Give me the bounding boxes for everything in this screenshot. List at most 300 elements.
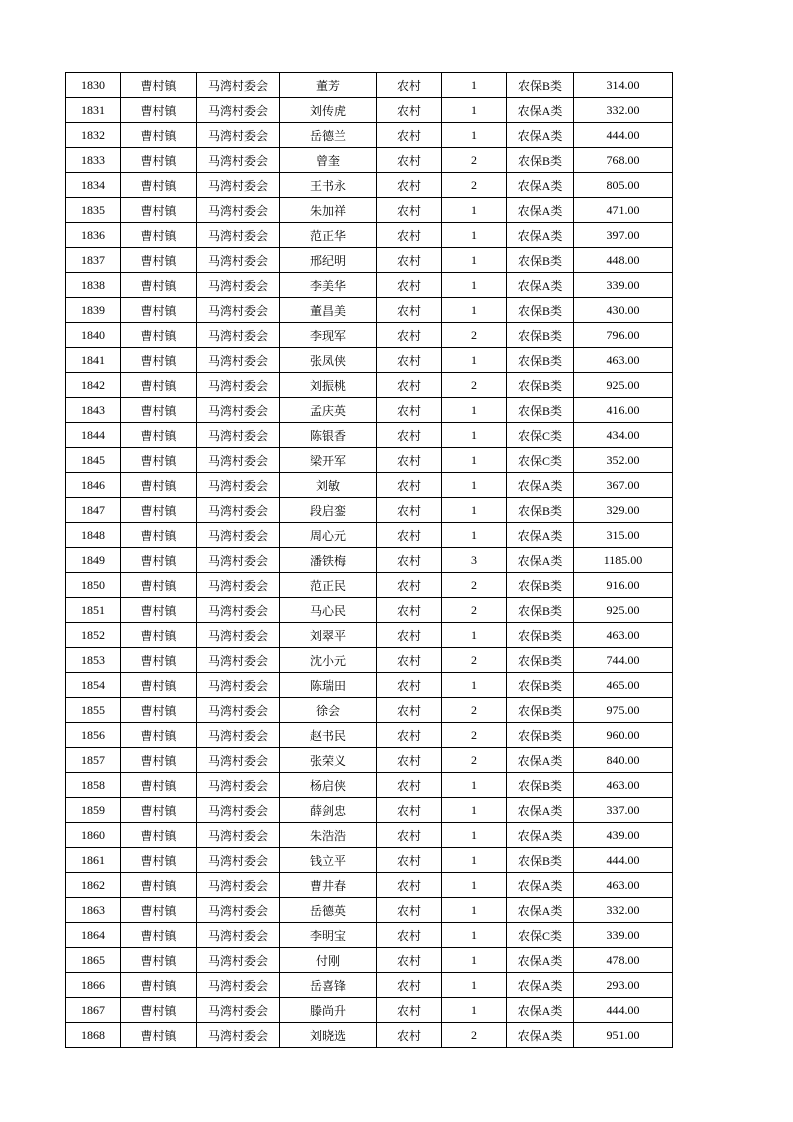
- roster-table: [65, 72, 673, 1048]
- cell-category: 农保A类: [507, 748, 574, 773]
- cell-town: 曹村镇: [121, 248, 197, 273]
- table-row: [66, 473, 673, 498]
- cell-amount: 416.00: [574, 398, 673, 423]
- cell-town: 曹村镇: [121, 898, 197, 923]
- table-row: [66, 648, 673, 673]
- cell-amount: 805.00: [574, 173, 673, 198]
- cell-name: 付刚: [280, 948, 377, 973]
- cell-category: 农保B类: [507, 148, 574, 173]
- cell-type: 农村: [377, 373, 442, 398]
- cell-category: 农保B类: [507, 398, 574, 423]
- cell-amount: 925.00: [574, 373, 673, 398]
- cell-count: 1: [442, 473, 507, 498]
- cell-category: 农保A类: [507, 798, 574, 823]
- cell-name: 张凤侠: [280, 348, 377, 373]
- cell-category: 农保B类: [507, 673, 574, 698]
- cell-type: 农村: [377, 948, 442, 973]
- cell-seq: 1848: [66, 523, 121, 548]
- cell-town: 曹村镇: [121, 473, 197, 498]
- cell-name: 刘振桃: [280, 373, 377, 398]
- table-row: [66, 98, 673, 123]
- cell-village: 马湾村委会: [197, 823, 280, 848]
- cell-name: 段启銮: [280, 498, 377, 523]
- cell-amount: 463.00: [574, 623, 673, 648]
- cell-amount: 840.00: [574, 748, 673, 773]
- cell-amount: 332.00: [574, 898, 673, 923]
- cell-count: 1: [442, 673, 507, 698]
- cell-seq: 1868: [66, 1023, 121, 1048]
- cell-village: 马湾村委会: [197, 298, 280, 323]
- cell-town: 曹村镇: [121, 123, 197, 148]
- cell-town: 曹村镇: [121, 498, 197, 523]
- cell-village: 马湾村委会: [197, 273, 280, 298]
- cell-count: 1: [442, 798, 507, 823]
- cell-amount: 744.00: [574, 648, 673, 673]
- cell-village: 马湾村委会: [197, 623, 280, 648]
- cell-count: 2: [442, 323, 507, 348]
- cell-category: 农保B类: [507, 723, 574, 748]
- cell-count: 1: [442, 623, 507, 648]
- cell-name: 滕尚升: [280, 998, 377, 1023]
- cell-seq: 1840: [66, 323, 121, 348]
- cell-name: 岳喜锋: [280, 973, 377, 998]
- cell-village: 马湾村委会: [197, 748, 280, 773]
- cell-village: 马湾村委会: [197, 448, 280, 473]
- cell-category: 农保A类: [507, 948, 574, 973]
- cell-category: 农保B类: [507, 248, 574, 273]
- cell-amount: 463.00: [574, 348, 673, 373]
- cell-amount: 975.00: [574, 698, 673, 723]
- cell-count: 2: [442, 373, 507, 398]
- cell-amount: 293.00: [574, 973, 673, 998]
- cell-village: 马湾村委会: [197, 348, 280, 373]
- cell-village: 马湾村委会: [197, 698, 280, 723]
- cell-type: 农村: [377, 698, 442, 723]
- cell-name: 周心元: [280, 523, 377, 548]
- cell-type: 农村: [377, 398, 442, 423]
- cell-amount: 444.00: [574, 998, 673, 1023]
- cell-count: 1: [442, 523, 507, 548]
- cell-category: 农保A类: [507, 123, 574, 148]
- table-row: [66, 923, 673, 948]
- cell-type: 农村: [377, 498, 442, 523]
- cell-type: 农村: [377, 473, 442, 498]
- cell-category: 农保A类: [507, 273, 574, 298]
- cell-village: 马湾村委会: [197, 248, 280, 273]
- cell-name: 范正民: [280, 573, 377, 598]
- cell-amount: 463.00: [574, 873, 673, 898]
- cell-village: 马湾村委会: [197, 798, 280, 823]
- cell-category: 农保A类: [507, 98, 574, 123]
- cell-village: 马湾村委会: [197, 598, 280, 623]
- cell-town: 曹村镇: [121, 573, 197, 598]
- table-row: [66, 148, 673, 173]
- cell-seq: 1849: [66, 548, 121, 573]
- cell-seq: 1836: [66, 223, 121, 248]
- cell-type: 农村: [377, 748, 442, 773]
- cell-town: 曹村镇: [121, 698, 197, 723]
- table-row: [66, 123, 673, 148]
- cell-village: 马湾村委会: [197, 423, 280, 448]
- cell-village: 马湾村委会: [197, 973, 280, 998]
- table-row: [66, 898, 673, 923]
- cell-type: 农村: [377, 523, 442, 548]
- cell-type: 农村: [377, 898, 442, 923]
- cell-category: 农保C类: [507, 448, 574, 473]
- cell-name: 赵书民: [280, 723, 377, 748]
- table-row: [66, 823, 673, 848]
- cell-town: 曹村镇: [121, 723, 197, 748]
- cell-seq: 1830: [66, 73, 121, 98]
- cell-town: 曹村镇: [121, 223, 197, 248]
- cell-count: 2: [442, 173, 507, 198]
- cell-seq: 1855: [66, 698, 121, 723]
- table-row: [66, 423, 673, 448]
- cell-type: 农村: [377, 98, 442, 123]
- cell-amount: 768.00: [574, 148, 673, 173]
- cell-town: 曹村镇: [121, 798, 197, 823]
- cell-name: 岳德英: [280, 898, 377, 923]
- cell-category: 农保C类: [507, 423, 574, 448]
- cell-count: 2: [442, 748, 507, 773]
- cell-seq: 1862: [66, 873, 121, 898]
- cell-town: 曹村镇: [121, 523, 197, 548]
- cell-amount: 430.00: [574, 298, 673, 323]
- cell-seq: 1866: [66, 973, 121, 998]
- cell-village: 马湾村委会: [197, 323, 280, 348]
- cell-seq: 1857: [66, 748, 121, 773]
- cell-amount: 471.00: [574, 198, 673, 223]
- cell-town: 曹村镇: [121, 923, 197, 948]
- cell-count: 1: [442, 773, 507, 798]
- cell-amount: 315.00: [574, 523, 673, 548]
- cell-type: 农村: [377, 723, 442, 748]
- cell-village: 马湾村委会: [197, 1023, 280, 1048]
- cell-count: 1: [442, 423, 507, 448]
- cell-town: 曹村镇: [121, 98, 197, 123]
- cell-type: 农村: [377, 423, 442, 448]
- cell-seq: 1844: [66, 423, 121, 448]
- cell-amount: 951.00: [574, 1023, 673, 1048]
- table-row: [66, 248, 673, 273]
- cell-village: 马湾村委会: [197, 773, 280, 798]
- cell-town: 曹村镇: [121, 348, 197, 373]
- cell-count: 2: [442, 1023, 507, 1048]
- cell-name: 朱加祥: [280, 198, 377, 223]
- cell-count: 2: [442, 148, 507, 173]
- cell-category: 农保B类: [507, 73, 574, 98]
- cell-name: 徐会: [280, 698, 377, 723]
- cell-count: 1: [442, 973, 507, 998]
- cell-type: 农村: [377, 923, 442, 948]
- cell-village: 马湾村委会: [197, 673, 280, 698]
- cell-seq: 1858: [66, 773, 121, 798]
- cell-seq: 1833: [66, 148, 121, 173]
- cell-town: 曹村镇: [121, 398, 197, 423]
- cell-amount: 329.00: [574, 498, 673, 523]
- cell-town: 曹村镇: [121, 948, 197, 973]
- cell-category: 农保A类: [507, 1023, 574, 1048]
- cell-name: 邢纪明: [280, 248, 377, 273]
- table-row: [66, 873, 673, 898]
- cell-town: 曹村镇: [121, 973, 197, 998]
- cell-count: 2: [442, 573, 507, 598]
- cell-count: 2: [442, 698, 507, 723]
- cell-village: 马湾村委会: [197, 198, 280, 223]
- cell-type: 农村: [377, 798, 442, 823]
- cell-town: 曹村镇: [121, 173, 197, 198]
- cell-type: 农村: [377, 823, 442, 848]
- cell-seq: 1856: [66, 723, 121, 748]
- cell-type: 农村: [377, 73, 442, 98]
- cell-name: 张荣义: [280, 748, 377, 773]
- cell-town: 曹村镇: [121, 1023, 197, 1048]
- cell-count: 1: [442, 873, 507, 898]
- cell-seq: 1842: [66, 373, 121, 398]
- table-row: [66, 598, 673, 623]
- cell-town: 曹村镇: [121, 198, 197, 223]
- table-row: [66, 998, 673, 1023]
- cell-count: 1: [442, 348, 507, 373]
- cell-seq: 1851: [66, 598, 121, 623]
- cell-amount: 444.00: [574, 848, 673, 873]
- cell-amount: 337.00: [574, 798, 673, 823]
- table-row: [66, 298, 673, 323]
- cell-name: 刘敏: [280, 473, 377, 498]
- cell-amount: 339.00: [574, 923, 673, 948]
- cell-seq: 1863: [66, 898, 121, 923]
- cell-count: 1: [442, 398, 507, 423]
- table-body: [66, 73, 673, 1048]
- cell-type: 农村: [377, 548, 442, 573]
- cell-name: 刘晓选: [280, 1023, 377, 1048]
- table-row: [66, 198, 673, 223]
- cell-village: 马湾村委会: [197, 173, 280, 198]
- table-row: [66, 1023, 673, 1048]
- cell-type: 农村: [377, 848, 442, 873]
- cell-name: 岳德兰: [280, 123, 377, 148]
- cell-count: 3: [442, 548, 507, 573]
- cell-name: 陈银香: [280, 423, 377, 448]
- cell-amount: 925.00: [574, 598, 673, 623]
- cell-type: 农村: [377, 123, 442, 148]
- cell-amount: 463.00: [574, 773, 673, 798]
- cell-count: 1: [442, 998, 507, 1023]
- cell-category: 农保B类: [507, 623, 574, 648]
- cell-village: 马湾村委会: [197, 498, 280, 523]
- table-row: [66, 548, 673, 573]
- cell-type: 农村: [377, 348, 442, 373]
- cell-town: 曹村镇: [121, 373, 197, 398]
- cell-amount: 439.00: [574, 823, 673, 848]
- cell-name: 刘传虎: [280, 98, 377, 123]
- table-row: [66, 73, 673, 98]
- table-row: [66, 523, 673, 548]
- cell-amount: 916.00: [574, 573, 673, 598]
- cell-village: 马湾村委会: [197, 123, 280, 148]
- cell-type: 农村: [377, 173, 442, 198]
- cell-town: 曹村镇: [121, 873, 197, 898]
- cell-count: 1: [442, 848, 507, 873]
- cell-seq: 1850: [66, 573, 121, 598]
- cell-category: 农保B类: [507, 773, 574, 798]
- cell-count: 1: [442, 448, 507, 473]
- cell-seq: 1832: [66, 123, 121, 148]
- cell-count: 1: [442, 898, 507, 923]
- cell-name: 陈瑞田: [280, 673, 377, 698]
- cell-amount: 1185.00: [574, 548, 673, 573]
- cell-count: 1: [442, 498, 507, 523]
- cell-amount: 339.00: [574, 273, 673, 298]
- cell-category: 农保A类: [507, 198, 574, 223]
- cell-town: 曹村镇: [121, 648, 197, 673]
- cell-name: 董昌美: [280, 298, 377, 323]
- cell-count: 1: [442, 223, 507, 248]
- cell-category: 农保B类: [507, 573, 574, 598]
- cell-amount: 367.00: [574, 473, 673, 498]
- cell-seq: 1861: [66, 848, 121, 873]
- cell-name: 李现军: [280, 323, 377, 348]
- cell-village: 马湾村委会: [197, 948, 280, 973]
- cell-seq: 1852: [66, 623, 121, 648]
- cell-seq: 1864: [66, 923, 121, 948]
- cell-category: 农保A类: [507, 898, 574, 923]
- cell-count: 1: [442, 823, 507, 848]
- cell-seq: 1859: [66, 798, 121, 823]
- table-row: [66, 448, 673, 473]
- cell-type: 农村: [377, 998, 442, 1023]
- cell-amount: 478.00: [574, 948, 673, 973]
- cell-town: 曹村镇: [121, 298, 197, 323]
- cell-town: 曹村镇: [121, 73, 197, 98]
- cell-count: 1: [442, 948, 507, 973]
- cell-category: 农保B类: [507, 698, 574, 723]
- cell-seq: 1834: [66, 173, 121, 198]
- table-row: [66, 573, 673, 598]
- cell-town: 曹村镇: [121, 598, 197, 623]
- table-row: [66, 173, 673, 198]
- cell-count: 1: [442, 123, 507, 148]
- cell-town: 曹村镇: [121, 423, 197, 448]
- table-row: [66, 748, 673, 773]
- table-row: [66, 698, 673, 723]
- cell-village: 马湾村委会: [197, 548, 280, 573]
- cell-town: 曹村镇: [121, 323, 197, 348]
- cell-category: 农保A类: [507, 523, 574, 548]
- cell-name: 梁开军: [280, 448, 377, 473]
- cell-count: 2: [442, 723, 507, 748]
- cell-seq: 1843: [66, 398, 121, 423]
- cell-amount: 960.00: [574, 723, 673, 748]
- cell-name: 沈小元: [280, 648, 377, 673]
- cell-town: 曹村镇: [121, 848, 197, 873]
- cell-type: 农村: [377, 573, 442, 598]
- cell-seq: 1838: [66, 273, 121, 298]
- cell-type: 农村: [377, 223, 442, 248]
- cell-name: 潘铁梅: [280, 548, 377, 573]
- cell-seq: 1847: [66, 498, 121, 523]
- cell-type: 农村: [377, 1023, 442, 1048]
- cell-count: 2: [442, 598, 507, 623]
- cell-type: 农村: [377, 148, 442, 173]
- table-row: [66, 723, 673, 748]
- cell-type: 农村: [377, 298, 442, 323]
- cell-type: 农村: [377, 448, 442, 473]
- cell-amount: 332.00: [574, 98, 673, 123]
- cell-category: 农保A类: [507, 973, 574, 998]
- cell-seq: 1854: [66, 673, 121, 698]
- cell-name: 曾奎: [280, 148, 377, 173]
- cell-seq: 1841: [66, 348, 121, 373]
- cell-type: 农村: [377, 273, 442, 298]
- cell-type: 农村: [377, 248, 442, 273]
- cell-village: 马湾村委会: [197, 648, 280, 673]
- cell-town: 曹村镇: [121, 548, 197, 573]
- cell-count: 1: [442, 248, 507, 273]
- cell-seq: 1837: [66, 248, 121, 273]
- cell-amount: 796.00: [574, 323, 673, 348]
- cell-town: 曹村镇: [121, 623, 197, 648]
- cell-amount: 352.00: [574, 448, 673, 473]
- cell-town: 曹村镇: [121, 823, 197, 848]
- table-row: [66, 623, 673, 648]
- cell-town: 曹村镇: [121, 273, 197, 298]
- table-row: [66, 373, 673, 398]
- table-row: [66, 773, 673, 798]
- cell-seq: 1865: [66, 948, 121, 973]
- cell-category: 农保B类: [507, 348, 574, 373]
- cell-town: 曹村镇: [121, 448, 197, 473]
- cell-name: 李美华: [280, 273, 377, 298]
- cell-type: 农村: [377, 973, 442, 998]
- cell-name: 孟庆英: [280, 398, 377, 423]
- cell-name: 董芳: [280, 73, 377, 98]
- cell-category: 农保A类: [507, 223, 574, 248]
- cell-village: 马湾村委会: [197, 398, 280, 423]
- cell-type: 农村: [377, 873, 442, 898]
- cell-village: 马湾村委会: [197, 373, 280, 398]
- cell-town: 曹村镇: [121, 773, 197, 798]
- cell-village: 马湾村委会: [197, 473, 280, 498]
- cell-type: 农村: [377, 648, 442, 673]
- cell-village: 马湾村委会: [197, 998, 280, 1023]
- cell-amount: 434.00: [574, 423, 673, 448]
- cell-seq: 1853: [66, 648, 121, 673]
- cell-type: 农村: [377, 773, 442, 798]
- table-row: [66, 398, 673, 423]
- cell-count: 1: [442, 73, 507, 98]
- cell-count: 1: [442, 298, 507, 323]
- cell-amount: 314.00: [574, 73, 673, 98]
- cell-name: 杨启侠: [280, 773, 377, 798]
- cell-name: 刘翠平: [280, 623, 377, 648]
- cell-category: 农保A类: [507, 823, 574, 848]
- cell-village: 马湾村委会: [197, 223, 280, 248]
- cell-village: 马湾村委会: [197, 723, 280, 748]
- cell-name: 曹井春: [280, 873, 377, 898]
- cell-name: 马心民: [280, 598, 377, 623]
- cell-category: 农保B类: [507, 298, 574, 323]
- cell-town: 曹村镇: [121, 148, 197, 173]
- cell-name: 范正华: [280, 223, 377, 248]
- cell-category: 农保C类: [507, 923, 574, 948]
- cell-category: 农保A类: [507, 473, 574, 498]
- cell-seq: 1867: [66, 998, 121, 1023]
- cell-category: 农保B类: [507, 498, 574, 523]
- cell-seq: 1846: [66, 473, 121, 498]
- cell-town: 曹村镇: [121, 998, 197, 1023]
- cell-category: 农保B类: [507, 373, 574, 398]
